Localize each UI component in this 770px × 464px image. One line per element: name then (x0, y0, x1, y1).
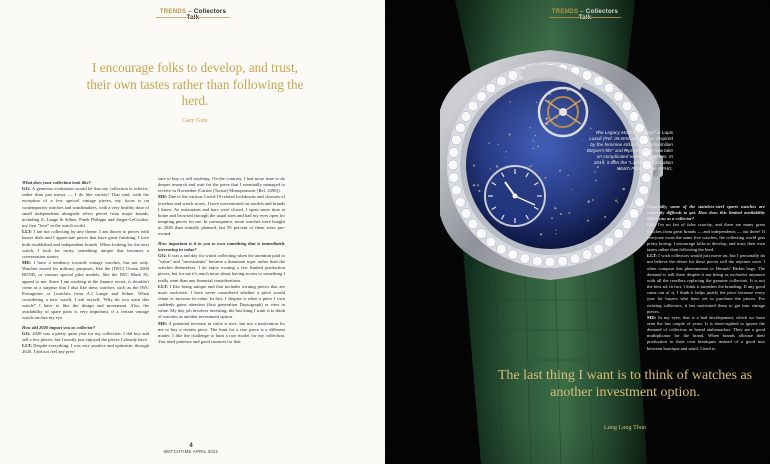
interview-answer: GG: A generous evaluation would be that my collection is eclectic, rather than just messy — I do like variety! That said, with the exception of a few special vintage pieces, my focus is on contemporary watches and watchmakers, with a very healthy dose of small independents alongside select pieces from major brands, including A. Lange & Söhne, Patek Philippe and Jaeger-LeCoultre, my first "love" in the watch world. (22, 186, 149, 229)
speaker-initials: GG: (647, 222, 656, 228)
speaker-initials: LLT: (22, 229, 32, 235)
article-column-2 (158, 176, 285, 442)
photo-caption: The Legacy Machine FlyingT in Lapis Lazuli (Ref. 05.WSL.WLP) was "inspired by the feminine influences in Maximilian Büsser's life" and represented a new take on complicated women's watches. In 2019, it won the "Ladies' Complication Watch Prize" at the GPHG. (586, 130, 673, 171)
speaker-initials: GG: (158, 252, 167, 258)
pull-quote: I encourage folks to develop, and trust, their own tastes rather than following the herd. (86, 60, 304, 108)
speaker-initials: MD: (647, 314, 657, 320)
interview-answer: MD: A potential increase in value is nice, but not a motivation for me to buy a certain piece. The hunt for a rare piece is a different matter. I like the challenge to hunt a rare model for my collection. You need patience and good contacts for that. (158, 320, 285, 345)
article-column-3 (647, 204, 765, 436)
speaker-initials: MD: (22, 260, 32, 266)
running-head-separator: – (578, 9, 586, 15)
running-head-subsection: Collectors Talk (186, 9, 227, 21)
running-head (549, 9, 621, 21)
running-head-rule (156, 17, 230, 18)
interview-answer: sure to buy or sell anything. On the contrary, I had more time to do deeper research and wait for the piece that I eventually managed to receive in November (Cartier [Tortue] Monopoussoir [Ref. 2396]). (158, 176, 285, 194)
interview-answer: MD: In my eyes, that is a bad development, which we have seen the last couple of years. It is short-sighted to ignore the demand of collectors as brand ambassadors. They are a good multiplicator for the brand. When brands allocate their production to their own boutiques instead of a good mix between boutique and retail, I tend to (647, 314, 765, 351)
big-pull-quote: The last thing I want is to think of watches as another investment option. (497, 368, 753, 400)
running-head (156, 9, 230, 21)
interview-question: How did 2020 impact you as collector? (22, 324, 96, 330)
interview-answer: GG: 2020 was a pretty quiet year for my collection. I did buy and sell a few pieces, but I mostly just enjoyed the pieces I already have. (22, 330, 149, 342)
interview-answer: MD: I have a tendency towards vintage watches, but not only. Watches issued for military purposes, like the [IWC] Ocean 2000 BUND, or various special pilot models, like the IWC Mark XI, appeal to me. Since I am working in the finance sector, it shouldn't come as a surprise that I also like dress watches, such as the IWC Portugieser or [watches from A.] Lange and Söhne. When considering a new watch, I ask myself, 'Why do you want this watch?' I have to like the design and movement. Also, the availability of spare parts is very important, if a certain vintage watch catches my eye. (22, 260, 149, 321)
running-head-separator: – (186, 9, 194, 15)
running-head-section: TRENDS (551, 9, 579, 15)
speaker-initials: MD: (158, 194, 168, 200)
interview-answer: LLT: Despite everything, I was very positive and optimistic through 2020. I did not feel any pres- (22, 343, 149, 355)
running-head-rule (549, 17, 621, 18)
article-column-1 (22, 180, 149, 442)
interview-question: What does your collection look like? (22, 180, 91, 185)
running-head-section: TRENDS (159, 9, 187, 15)
interview-answer: LLT: I like being unique and that includes owning pieces that are more exclusive. I have never considered whether a piece would retain or increase in value. In fact, I despise it when a piece I own suddenly gains attention (first generation Daytograph) or rises in value. My day job involves investing; the last thing I want is to think of watches as another investment option. (158, 283, 285, 320)
pull-quote-author: Gary Getz (182, 117, 208, 124)
speaker-initials: LLT: (647, 253, 657, 259)
page-number: 4 (189, 443, 193, 449)
interview-answer: GG: It was a sad day for watch collecting when the attention paid to "value" and "investments" became a dominant topic rather than the watches themselves. I do enjoy owning a few limited production pieces, but for me it's much more about having access to something I really want than any financial considerations. (158, 252, 285, 283)
interview-question: How important is it to you to own something that is immediately increasing in value? (158, 240, 285, 252)
running-head-subsection: Collectors Talk (578, 9, 619, 21)
speaker-initials: MD: (158, 320, 168, 326)
big-pull-quote-author: Lung Lung Thun (603, 424, 647, 431)
interview-answer: MD: Due to the various Covid-19 related lockdowns and closures of jewelers and watch stores, I have concentrated on models and brands I know. As restaurants and bars were closed, I spent more time at home and browsed through the usual sites and had my eyes open for tempting pieces for me. In consequence, more watches were bought in 2020 than initially planned, but 95 percent of them were pre-owned. (158, 194, 285, 237)
folio (151, 443, 231, 454)
interview-answer: LLT: I wish collectors would just move on, but I personally do not believe the desire for these pieces will die anytime soon. I often compare this phenomenon to Hermès' Birkin bags. The demand is still there despite it not being as exclusive anymore with all the resellers replacing the genuine collectors. It is not the best ad; in fact, I think it tarnishes the branding. If any good came out of it, I think it helps justify the price increase every year for buyers who have yet to purchase the pieces. For existing collectors, it has motivated them to get into vintage pieces. (647, 253, 765, 314)
magazine-issue: WATCHTIME APRIL 2021 (163, 449, 219, 454)
interview-answer: GG: I'm no fan of false scarcity, and there are many great watches from great brands — and independents — out there! If everyone owns the same five watches, the collecting world gets pretty boring. I encourage folks to develop, and trust, their own tastes rather than following the herd. (647, 222, 765, 253)
speaker-initials: GG: (22, 186, 31, 192)
speaker-initials: LLT: (22, 343, 32, 349)
right-page (385, 0, 770, 464)
interview-question: Especially, some of the stainless-steel sports watches are currently difficult to get. How does this limited availability affect you as a collector? (647, 204, 765, 222)
interview-answer: LLT: I am not collecting by any theme. I am drawn to pieces with busier dials and I appreciate pieces that have great finishing. I love both established and independent brands. When looking for the next watch, I look for rarity, something unique that becomes a conversation starter. (22, 229, 149, 259)
speaker-initials: GG: (22, 330, 31, 336)
speaker-initials: LLT: (158, 283, 168, 289)
